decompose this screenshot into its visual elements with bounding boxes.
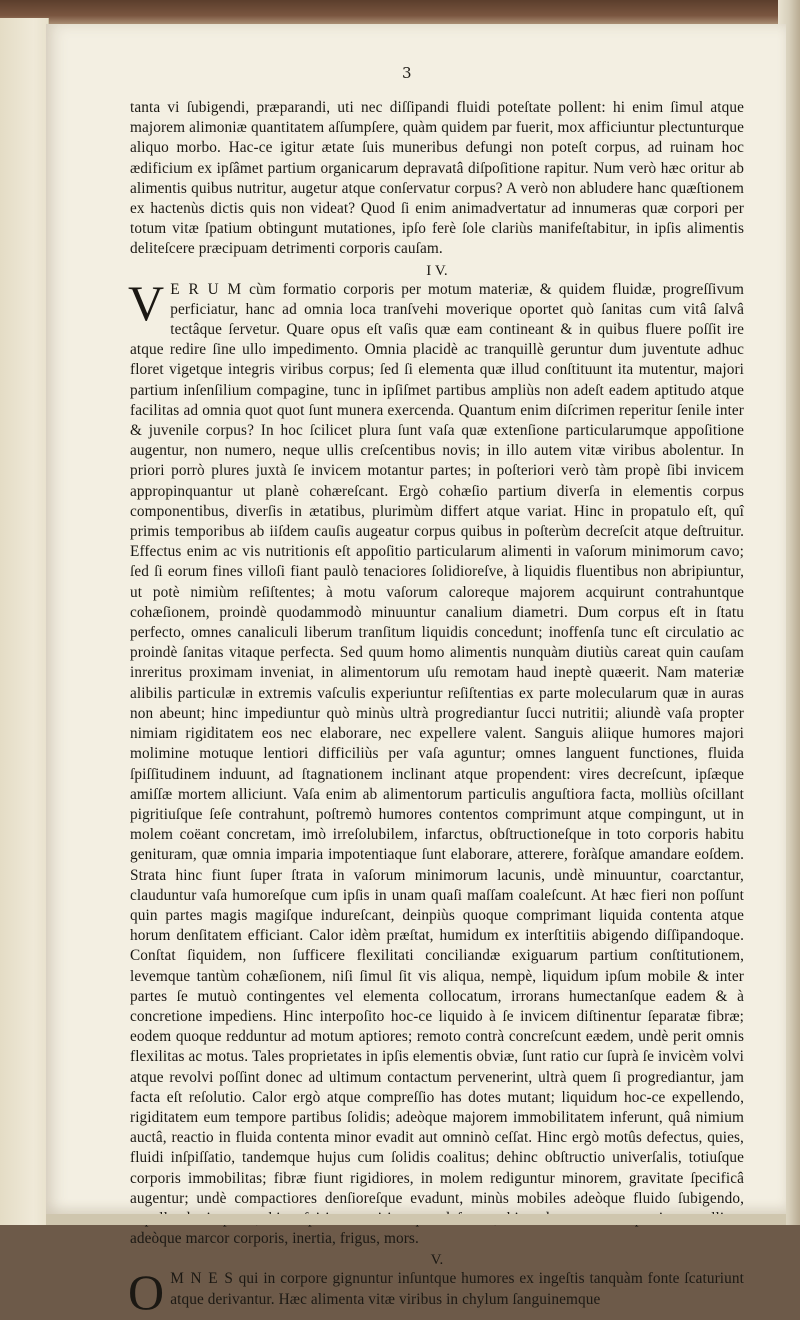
section-v-lead-words: M N E S — [170, 1270, 234, 1288]
book-cover-edge — [0, 0, 800, 26]
section-v-paragraph — [128, 1264, 744, 1320]
section-v-dropcap: O — [128, 1264, 165, 1320]
page-number: 3 — [402, 64, 412, 82]
book-page — [46, 24, 786, 1320]
section-iv-heading: I V. — [426, 262, 448, 279]
section-v-heading: V. — [430, 1252, 444, 1269]
page-text — [128, 98, 744, 1320]
section-iv-dropcap: V — [128, 274, 165, 331]
section-iv-text: cùm formatio corporis per motum materiæ, & quidem fluidæ, progreſſivum perficiatur, hanc ad omnia loca tranſvehi moverique oportet quò ſanitas cum vitâ ſalvâ tectâque ſervetur. Quare opus eſt vaſis quæ eam contineant & in quibus fluere poſſit ire atque redire ſine ullo impedimento. Omnia placidè ac tranquillè geruntur dum juventute adhuc floret vigetque integris viribus corpus; ſed ſi elementa quæ illud conſtituunt ita mutentur, majori partium inſenſilium compagine, tunc in ipſiſmet partibus ampliùs non adeſt eadem aptitudo atque facilitas ad omnia quot quot ſunt munera exercenda. Quantum enim diſcrimen reperitur ſenile inter & juvenile corpus? In hoc ſcilicet plura ſunt vaſa quæ extenſione particularumque appoſitione augentur, non numero, neque ullis creſcentibus novis; in illo autem vitæ viribus abolentur. In priori porrò plures juxtà ſe invicem motantur partes; in poſteriori verò tàm propè ſibi invicem appropinquantur ut planè cohæreſcant. Ergò cohæſio partium diverſa in elementis corpus componentibus, diverſis in ætatibus, plurimùm differt atque variat. Hinc in propatulo eſt, quî primis temporibus ab iiſdem cauſis augeatur corpus quibus in poſterùm decreſcit atque deſtruitur. Effectus enim ac vis nutritionis eſt appoſitio particularum alimenti in vaſorum minimorum cavo; ſed ſi eorum fines villoſi fiant paulò tenaciores ſolidioreſve, à liquidis fluentibus non abripiuntur, ut potè nimiùm reſiſtentes; à motu vaſorum caloreque majorem acquirunt contrahuntque cohæſionem, proindè quodammodò minuuntur canalium diametri. Dum corpus eſt in ſtatu perfecto, omnes canaliculi liberum tranſitum liquidis concedunt; inoffenſa tunc eſt circulatio ac proindè ſanitas vitaque perfecta. Sed quum homo alimentis nunquàm diutiùs careat quin cauſam inreritus proximam inveniat, in alimentorum uſu remotam haud ineptè quæerit. Nam materiæ alibilis particulæ in extremis vaſculis experiuntur reſiſtentias ex parte molecularum quæ in auras non abeunt; hinc impediuntur quò minùs ultrà progrediantur ſucci nutritii; aliundè vaſa propter nimiam rigiditatem eos nec elaborare, nec expellere valent. Sanguis aliique humores majori molimine motuque lentiori difficiliùs per vaſa aguntur; omnes languent functiones, fluida ſpiſſitudinem induunt, ad ſtagnationem inclinant atque propendent: vires decreſcunt, ipſæque amiſſæ mortem alliciunt. Vaſa enim ab alimentorum particulis anguſtiora facta, molliùs oſcillant pigritiuſque ſeſe contrahunt, poſtremò humores contentos comprimunt atque compingunt, ut in molem coëant concretam, imò irreſolubilem, infarctus, obſtructioneſque in toto corporis habitu genituram, quæ omnia imparia impotentiaque ſunt elaborare, atterere, foràſque amandare eoſdem. Strata hinc fiunt ſuper ſtrata in vaſorum minimorum lacunis, undè minuuntur, coarctantur, clauduntur vaſa humoreſque cum ipſis in unam quaſi maſſam coaleſcunt. At hæc fieri non poſſunt quin partes magis magiſque indureſcant, deinpiùs quoque comprimant liquida contenta atque horum denſitatem efficiant. Calor idèm præſtat, humidum ex interſtitiis abigendo diſſipandoque. Conſtat ſiquidem, non ſufficere flexilitati conciliandæ exiguarum partium conſtitutionem, levemque tantùm cohæſionem, niſi ſimul ſit vis aliqua, nempè, liquidum ipſum mobile & inter partes ſe mutuò contingentes vel elementa collocatum, irrorans humectanſque eadem & à concretione impediens. Hinc interpoſito hoc-ce liquido à ſe invicem diſtinentur ſeparatæ fibræ; eodem quoque redduntur ad motum aptiores; remoto contrà concreſcunt eædem, undè perit omnis flexilitas ac motus. Tales proprietates in ipſis elementis obviæ, ſunt ratio cur ſuprà ſe invicèm volvi atque revolvi poſſint donec ad ultimum contactum pervenerint, ultrà quem ſi progrediantur, jam facta eſt reſolutio. Calor ergò atque compreſſio has dotes mutant; liquidum hoc-ce expellendo, rigiditatem eum tempore partibus ſolidis; adeòque majorem immobilitatem inferunt, quâ nimium auctâ, reactio in fluida contenta minor evadit aut omninò ceſſat. Hinc ergò motûs defectus, quies, fluidi inſpiſſatio, tandemque hujus cum ſolidis coalitus; dehinc obſtructio univerſalis, totiuſque corporis immobilitas; fibræ fiunt rigidiores, in molem rediguntur minorem, gravitate ſpecificâ augentur; undè compactiores denſioreſque evadunt, minùs mobiles adeòque fluido ſubigendo, adeòque marcor corporis, inertia, frigus, mors. — [130, 280, 744, 1248]
intro-paragraph: tanta vi ſubigendi, præparandi, uti nec diſſipandi fluidi poteſtate pollent: hi enim ſimul atque majorem alimoniæ quantitatem aſſumpſere, quàm quidem par fuerit, mox afficiuntur plectunturque aliquo morbo. Hac-ce igitur ætate ſuis muneribus defungi non poteſt corpus, ad ruinam hoc ædificium ex ipſâmet partium organicarum depravatâ diſpoſitione rapitur. Num verò hæc oritur ab alimentis quibus nutritur, augetur atque conſervatur corpus? A verò non abludere hanc quæſtionem ex hactenùs dictis quis non videat? Quod ſi enim animadvertatur ad innumeras quæ corpori per totum vitæ ſpatium obtingunt mutationes, ipſo ferè ſole clariùs manifeſtabitur, in ipſis alimentis deliteſcere præcipuam detrimenti corporis cauſam. — [130, 99, 744, 258]
page-bottom-edge — [46, 1214, 786, 1225]
page-gutter — [0, 18, 49, 1225]
section-iv-paragraph — [128, 274, 744, 1250]
section-iv-lead-words: E R U M — [170, 280, 243, 298]
section-v-text: qui in corpore gignuntur inſuntque humores ex ingeſtis tanquàm fonte ſcaturiunt atque derivantur. Hæc alimenta vitæ viribus in chylum ſanguinemque — [170, 1270, 744, 1308]
